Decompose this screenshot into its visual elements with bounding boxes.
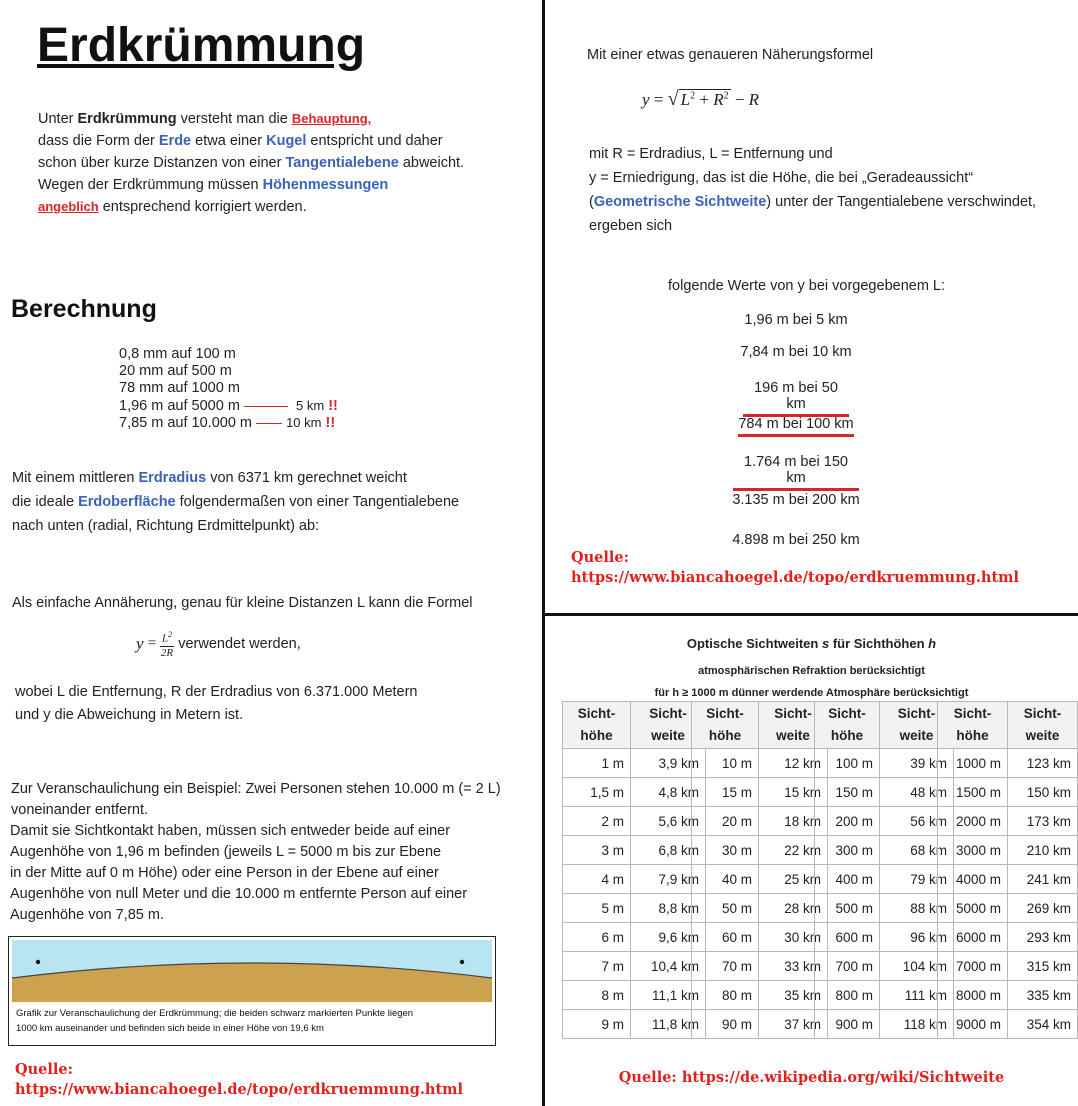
cell-hoehe: 50 m xyxy=(692,894,759,923)
cell-weite: 7,9 km xyxy=(631,865,706,894)
cell-weite: 30 km xyxy=(759,923,828,952)
cell-hoehe: 4 m xyxy=(563,865,631,894)
cell-weite: 269 km xyxy=(1008,894,1078,923)
link-erdoberflaeche[interactable]: Erdoberfläche xyxy=(78,494,176,510)
precise-formula: y = √ $L^2 + R^2 - R$ xyxy=(642,88,760,110)
cell-weite: 33 km xyxy=(759,952,828,981)
sichtweite-table xyxy=(562,701,706,1039)
cell-hoehe: 800 m xyxy=(815,981,880,1010)
table-row xyxy=(692,981,828,1010)
cell-hoehe: 9000 m xyxy=(938,1010,1008,1039)
table-row xyxy=(563,952,706,981)
source-wikipedia[interactable]: Quelle: https://de.wikipedia.org/wiki/Sichtweite xyxy=(618,1069,1005,1086)
cell-hoehe: 500 m xyxy=(815,894,880,923)
cell-hoehe: 8000 m xyxy=(938,981,1008,1010)
source-left: Quelle: https://www.biancahoegel.de/topo/erdkruemmung.html xyxy=(15,1061,464,1098)
cell-weite: 28 km xyxy=(759,894,828,923)
sichtweite-sub2: für h ≥ 1000 m dünner werdende Atmosphäre berücksichtigt xyxy=(654,687,969,699)
cell-hoehe: 1500 m xyxy=(938,778,1008,807)
calc-list xyxy=(119,346,338,431)
link-tangentialebene[interactable]: Tangentialebene xyxy=(285,155,399,171)
table-row xyxy=(563,836,706,865)
cell-hoehe: 3000 m xyxy=(938,836,1008,865)
marked-point xyxy=(460,960,464,964)
cell-weite: 79 km xyxy=(880,865,954,894)
cell-weite: 210 km xyxy=(1008,836,1078,865)
cell-weite: 88 km xyxy=(880,894,954,923)
table-row xyxy=(692,836,828,865)
marked-point xyxy=(36,960,40,964)
table-row xyxy=(815,807,954,836)
cell-weite: 18 km xyxy=(759,807,828,836)
link-erde[interactable]: Erde xyxy=(158,133,192,149)
table-row xyxy=(692,952,828,981)
cell-hoehe: 300 m xyxy=(815,836,880,865)
cell-weite: 22 km xyxy=(759,836,828,865)
header-sichtweite: Sicht- weite xyxy=(759,702,828,749)
curvature-graphic xyxy=(8,936,496,1046)
header-sichtweite: Sicht- weite xyxy=(631,702,706,749)
table-row xyxy=(563,749,706,778)
table-row xyxy=(563,981,706,1010)
header-sichthoehe: Sicht- höhe xyxy=(938,702,1008,749)
cell-hoehe: 3 m xyxy=(563,836,631,865)
cell-hoehe: 10 m xyxy=(692,749,759,778)
cell-weite: 15 km xyxy=(759,778,828,807)
cell-hoehe: 5000 m xyxy=(938,894,1008,923)
cell-hoehe: 20 m xyxy=(692,807,759,836)
table-row xyxy=(692,807,828,836)
approx-intro: Als einfache Annäherung, genau für kleine Distanzen L kann die Formel xyxy=(12,595,473,611)
table-row xyxy=(815,952,954,981)
cell-weite: 5,6 km xyxy=(631,807,706,836)
table-row xyxy=(938,865,1078,894)
cell-weite: 111 km xyxy=(880,981,954,1010)
example-paragraph: Zur Veranschaulichung ein Beispiel: Zwei Personen stehen 10.000 m (= 2 L) voneinander entfernt. Damit sie Sichtkontakt haben, müssen sich entweder beide auf einer Augenhöhe von 1,96 m befinden (jeweils L = 5000 m bis zur Ebene in der Mitte auf 0 m Höhe) oder eine Person in der Ebene auf einer Augenhöhe von null Meter und die 10.000 m entfernte Person auf einer Augenhöhe von 7,85 m. xyxy=(10,781,501,923)
cell-weite: 6,8 km xyxy=(631,836,706,865)
table-row xyxy=(815,749,954,778)
cell-hoehe: 150 m xyxy=(815,778,880,807)
cell-weite: 96 km xyxy=(880,923,954,952)
definitions: mit R = Erdradius, L = Entfernung und y = Erniedrigung, das ist die Höhe, die bei „Geradeaussicht“ (Geometrische Sichtweite) unter der Tangentialebene verschwindet, ergeben sich xyxy=(589,146,1037,234)
cell-weite: 35 km xyxy=(759,981,828,1010)
link-geometrische-sichtweite[interactable]: Geometrische Sichtweite xyxy=(593,194,767,210)
cell-weite: 37 km xyxy=(759,1010,828,1039)
source-link[interactable]: https://www.biancahoegel.de/topo/erdkruemmung.html xyxy=(571,569,1020,586)
table-row xyxy=(692,778,828,807)
value-line: 1,96 m bei 5 km xyxy=(744,312,848,328)
section-title-berechnung: Berechnung xyxy=(11,295,157,323)
cell-weite: 56 km xyxy=(880,807,954,836)
cell-weite: 11,1 km xyxy=(631,981,706,1010)
cell-weite: 12 km xyxy=(759,749,828,778)
header-sichtweite: Sicht- weite xyxy=(880,702,954,749)
sichtweite-table xyxy=(691,701,828,1039)
table-row xyxy=(938,981,1078,1010)
table-row xyxy=(563,865,706,894)
cell-weite: 335 km xyxy=(1008,981,1078,1010)
header-sichtweite: Sicht- weite xyxy=(1008,702,1078,749)
calc-line: 78 mm auf 1000 m xyxy=(119,380,240,396)
sichtweite-title: Optische Sichtweiten s für Sichthöhen h xyxy=(686,636,937,651)
radius-paragraph: Mit einem mittleren Erdradius von 6371 km gerechnet weicht die ideale Erdoberfläche folgendermaßen von einer Tangentialebene nach unten (radial, Richtung Erdmittelpunkt) ab: xyxy=(12,470,460,534)
cell-hoehe: 90 m xyxy=(692,1010,759,1039)
cell-hoehe: 100 m xyxy=(815,749,880,778)
value-line: 7,84 m bei 10 km xyxy=(740,344,852,360)
cell-weite: 315 km xyxy=(1008,952,1078,981)
cell-weite: 25 km xyxy=(759,865,828,894)
cell-hoehe: 400 m xyxy=(815,865,880,894)
cell-weite: 39 km xyxy=(880,749,954,778)
table-row xyxy=(563,894,706,923)
link-kugel[interactable]: Kugel xyxy=(266,133,307,149)
table-row xyxy=(563,778,706,807)
table-row xyxy=(938,836,1078,865)
sichtweite-table xyxy=(937,701,1078,1039)
cell-hoehe: 80 m xyxy=(692,981,759,1010)
cell-hoehe: 6000 m xyxy=(938,923,1008,952)
table-row xyxy=(938,952,1078,981)
cell-weite: 68 km xyxy=(880,836,954,865)
table-row xyxy=(563,807,706,836)
source-link[interactable]: https://www.biancahoegel.de/topo/erdkruemmung.html xyxy=(15,1081,464,1098)
cell-weite: 173 km xyxy=(1008,807,1078,836)
table-row xyxy=(692,1010,828,1039)
cell-weite: 4,8 km xyxy=(631,778,706,807)
table-row xyxy=(815,778,954,807)
value-line: 3.135 m bei 200 km xyxy=(732,492,860,508)
header-sichthoehe: Sicht- höhe xyxy=(815,702,880,749)
cell-hoehe: 200 m xyxy=(815,807,880,836)
cell-weite: 150 km xyxy=(1008,778,1078,807)
cell-weite: 354 km xyxy=(1008,1010,1078,1039)
cell-hoehe: 4000 m xyxy=(938,865,1008,894)
value-line: 196 m bei 50 km xyxy=(656,380,936,417)
cell-weite: 293 km xyxy=(1008,923,1078,952)
table-row xyxy=(692,865,828,894)
table-row xyxy=(938,1010,1078,1039)
sichtweite-sub1: atmosphärischen Refraktion berücksichtigt xyxy=(698,665,925,677)
table-row xyxy=(938,807,1078,836)
cell-hoehe: 2000 m xyxy=(938,807,1008,836)
simple-formula: y = $\frac{L^2}{2R}$ verwendet werden, xyxy=(136,630,301,659)
value-line: 4.898 m bei 250 km xyxy=(732,532,860,548)
cell-weite: 10,4 km xyxy=(631,952,706,981)
cell-hoehe: 1,5 m xyxy=(563,778,631,807)
cell-weite: 123 km xyxy=(1008,749,1078,778)
table-row xyxy=(938,923,1078,952)
cell-hoehe: 6 m xyxy=(563,923,631,952)
cell-weite: 11,8 km xyxy=(631,1010,706,1039)
cell-weite: 48 km xyxy=(880,778,954,807)
table-row xyxy=(563,923,706,952)
cell-weite: 8,8 km xyxy=(631,894,706,923)
table-row xyxy=(815,923,954,952)
cell-hoehe: 900 m xyxy=(815,1010,880,1039)
cell-weite: 118 km xyxy=(880,1010,954,1039)
cell-hoehe: 700 m xyxy=(815,952,880,981)
header-sichthoehe: Sicht- höhe xyxy=(563,702,631,749)
cell-hoehe: 70 m xyxy=(692,952,759,981)
link-hoehenmessungen[interactable]: Höhenmessungen xyxy=(262,177,389,193)
calc-line: 7,85 m auf 10.000 m 10 km !! xyxy=(119,415,336,431)
cell-hoehe: 9 m xyxy=(563,1010,631,1039)
link-angeblich[interactable]: angeblich xyxy=(38,199,99,214)
precise-intro: Mit einer etwas genaueren Näherungsformel xyxy=(587,47,874,63)
sichtweite-table xyxy=(814,701,954,1039)
cell-hoehe: 30 m xyxy=(692,836,759,865)
cell-weite: 104 km xyxy=(880,952,954,981)
table-row xyxy=(692,923,828,952)
cell-hoehe: 40 m xyxy=(692,865,759,894)
table-row xyxy=(692,894,828,923)
curvature-illustration xyxy=(12,940,492,1002)
cell-hoehe: 7 m xyxy=(563,952,631,981)
table-row xyxy=(938,894,1078,923)
table-row xyxy=(563,1010,706,1039)
link-erdradius[interactable]: Erdradius xyxy=(138,470,207,486)
value-line: 784 m bei 100 km xyxy=(656,416,936,437)
cell-hoehe: 5 m xyxy=(563,894,631,923)
table-row xyxy=(815,894,954,923)
cell-hoehe: 60 m xyxy=(692,923,759,952)
where-paragraph: wobei L die Entfernung, R der Erdradius von 6.371.000 Metern und y die Abweichung in Metern ist. xyxy=(15,684,418,723)
cell-hoehe: 7000 m xyxy=(938,952,1008,981)
table-row xyxy=(692,749,828,778)
table-row xyxy=(815,865,954,894)
table-row xyxy=(815,981,954,1010)
vertical-divider xyxy=(542,0,545,1106)
calc-line: 0,8 mm auf 100 m xyxy=(119,346,236,362)
calc-line: 20 mm auf 500 m xyxy=(119,363,232,379)
cell-hoehe: 2 m xyxy=(563,807,631,836)
source-right-top: Quelle: https://www.biancahoegel.de/topo/erdkruemmung.html xyxy=(571,549,1020,586)
table-row xyxy=(815,836,954,865)
cell-weite: 9,6 km xyxy=(631,923,706,952)
cell-hoehe: 8 m xyxy=(563,981,631,1010)
page-title: Erdkrümmung xyxy=(37,19,366,72)
header-sichthoehe: Sicht- höhe xyxy=(692,702,759,749)
value-line: 1.764 m bei 150 km xyxy=(656,454,936,491)
cell-hoehe: 1 m xyxy=(563,749,631,778)
values-intro: folgende Werte von y bei vorgegebenem L: xyxy=(668,278,946,294)
cell-hoehe: 15 m xyxy=(692,778,759,807)
calc-line: 1,96 m auf 5000 m 5 km !! xyxy=(119,398,338,414)
link-behauptung[interactable]: Behauptung, xyxy=(291,111,372,126)
cell-weite: 3,9 km xyxy=(631,749,706,778)
intro-paragraph: Unter Erdkrümmung versteht man die Behauptung, dass die Form der Erde etwa einer Kugel entspricht und daher schon über kurze Distanzen von einer Tangentialebene abweicht. Wegen der Erdkrümmung müssen Höhenmessungen angeblich entsprechend korrigiert werden. xyxy=(38,111,465,215)
cell-weite: 241 km xyxy=(1008,865,1078,894)
graphic-caption: Grafik zur Veranschaulichung der Erdkrümmung; die beiden schwarz markierten Punkte liegen 1000 km auseinander und befinden sich beide in einer Höhe von 19,6 km xyxy=(16,1008,414,1034)
cell-hoehe: 1000 m xyxy=(938,749,1008,778)
cell-hoehe: 600 m xyxy=(815,923,880,952)
table-row xyxy=(815,1010,954,1039)
horizontal-divider xyxy=(545,613,1078,616)
table-row xyxy=(938,749,1078,778)
table-row xyxy=(938,778,1078,807)
